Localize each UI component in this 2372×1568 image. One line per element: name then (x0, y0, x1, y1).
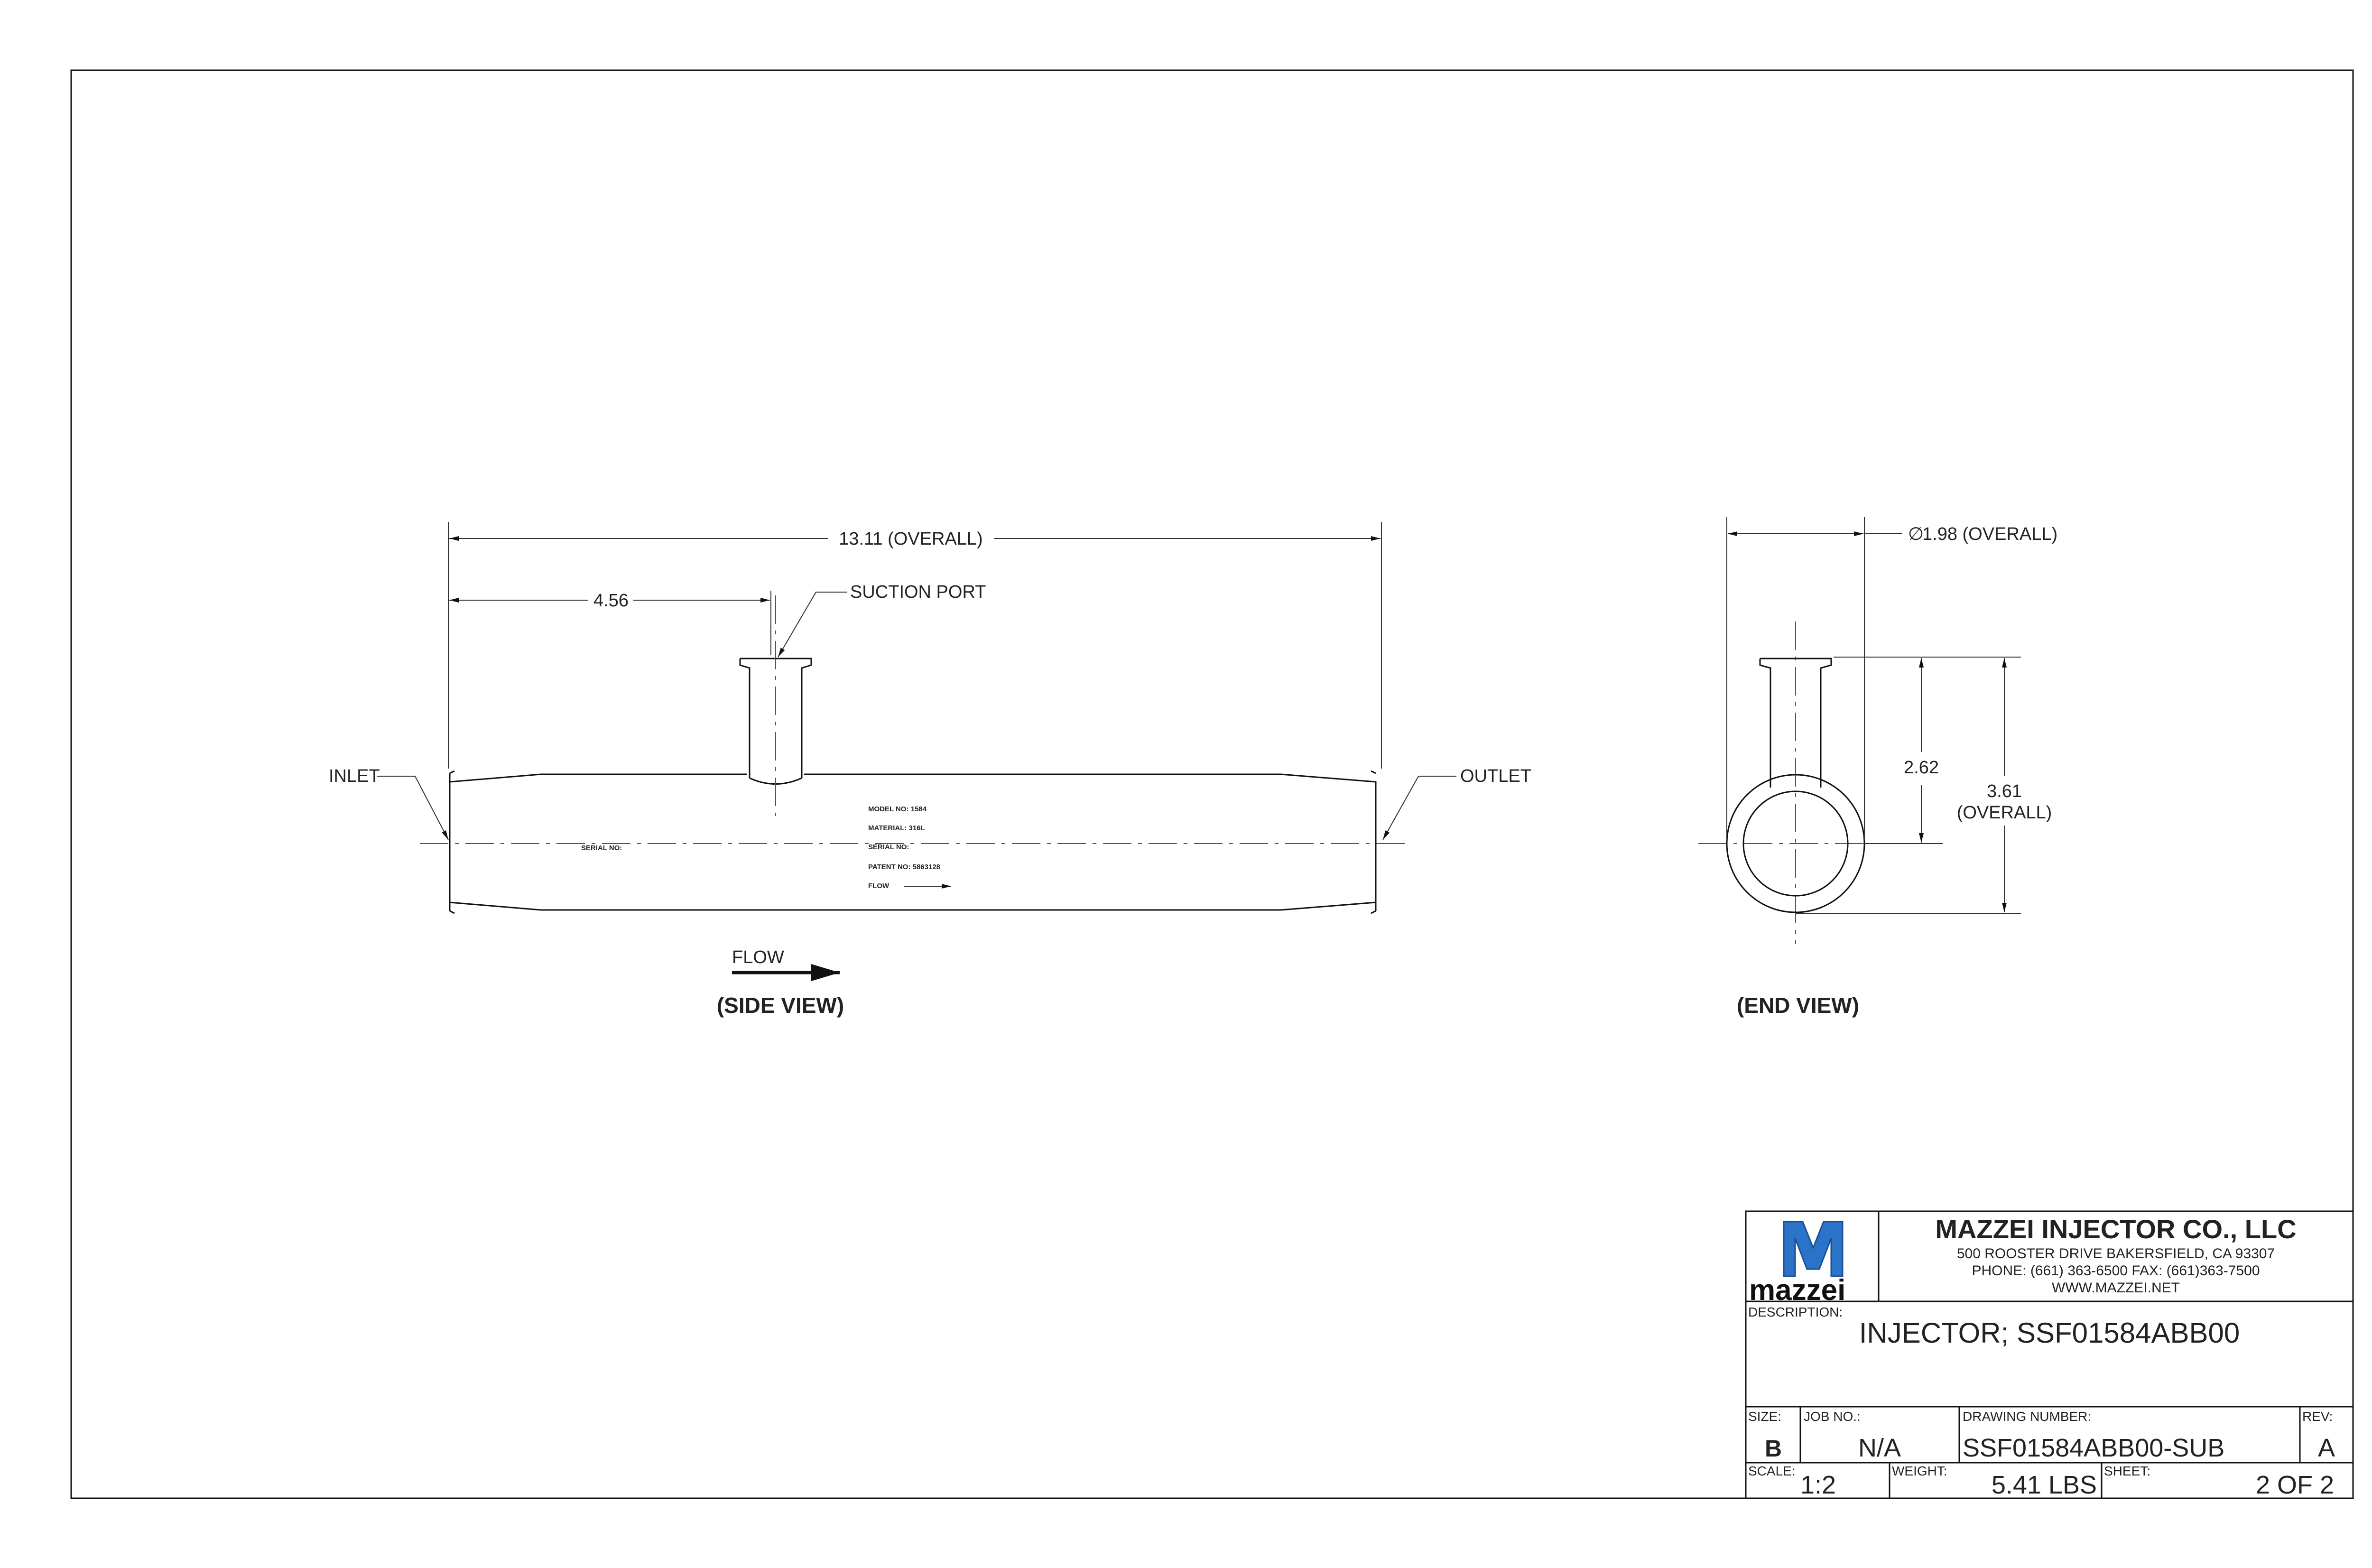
dia-symbol: ∅ (1908, 524, 1924, 544)
outlet-label: OUTLET (1460, 766, 1531, 786)
pipe-body (450, 771, 1376, 913)
logo-m-icon (1784, 1222, 1843, 1276)
flow-label: FLOW (732, 947, 784, 967)
rev-value: A (2317, 1434, 2335, 1462)
company-web: WWW.MAZZEI.NET (2052, 1280, 2180, 1296)
overall-dim-text: 13.11 (OVERALL) (839, 529, 983, 549)
outlet-leader (1383, 776, 1456, 840)
drawing-value: SSF01584ABB00-SUB (1963, 1434, 2225, 1462)
logo-text: mazzei (1749, 1274, 1846, 1307)
side-view-title: (SIDE VIEW) (716, 993, 844, 1018)
dia-dim-text: 1.98 (OVERALL) (1922, 524, 2058, 544)
rev-label: REV: (2302, 1409, 2333, 1424)
overall-height-label: (OVERALL) (1956, 803, 2052, 823)
size-label: SIZE: (1748, 1409, 1782, 1424)
side-view (329, 522, 1531, 1018)
overall-height-text: 3.61 (1987, 781, 2022, 801)
scale-label: SCALE: (1748, 1464, 1796, 1478)
note-flow: FLOW (868, 882, 890, 890)
size-value: B (1764, 1435, 1782, 1462)
end-view-title: (END VIEW) (1736, 993, 1860, 1018)
company-phone: PHONE: (661) 363-6500 FAX: (661)363-7500 (1972, 1263, 2260, 1279)
weight-label: WEIGHT: (1892, 1464, 1947, 1478)
job-label: JOB NO.: (1804, 1409, 1861, 1424)
serial-label-left: SERIAL NO: (581, 844, 622, 852)
note-material: MATERIAL: 316L (868, 824, 925, 832)
scale-value: 1:2 (1800, 1471, 1836, 1499)
inlet-label: INLET (329, 766, 380, 786)
company-name: MAZZEI INJECTOR CO., LLC (1935, 1214, 2297, 1244)
title-block (1746, 1211, 2353, 1499)
job-value: N/A (1858, 1434, 1901, 1462)
drawing-label: DRAWING NUMBER: (1963, 1409, 2092, 1424)
note-model: MODEL NO: 1584 (868, 805, 927, 813)
note-serial: SERIAL NO: (868, 843, 909, 851)
note-patent: PATENT NO: 5863128 (868, 863, 940, 871)
description-label: DESCRIPTION: (1748, 1305, 1843, 1319)
weight-value: 5.41 LBS (1991, 1471, 2097, 1499)
company-address: 500 ROOSTER DRIVE BAKERSFIELD, CA 93307 (1956, 1246, 2275, 1262)
suction-port-leader (778, 592, 847, 657)
suction-port-label: SUCTION PORT (850, 582, 986, 602)
sheet-label: SHEET: (2104, 1464, 2151, 1478)
inlet-leader (377, 776, 448, 840)
description-value: INJECTOR; SSF01584ABB00 (1859, 1317, 2240, 1349)
mazzei-logo (1749, 1222, 1845, 1307)
port-dim-text: 4.56 (593, 591, 629, 611)
end-view (1698, 517, 2057, 1018)
height-dim-text: 2.62 (1904, 758, 1939, 778)
sheet-value: 2 OF 2 (2255, 1471, 2334, 1499)
